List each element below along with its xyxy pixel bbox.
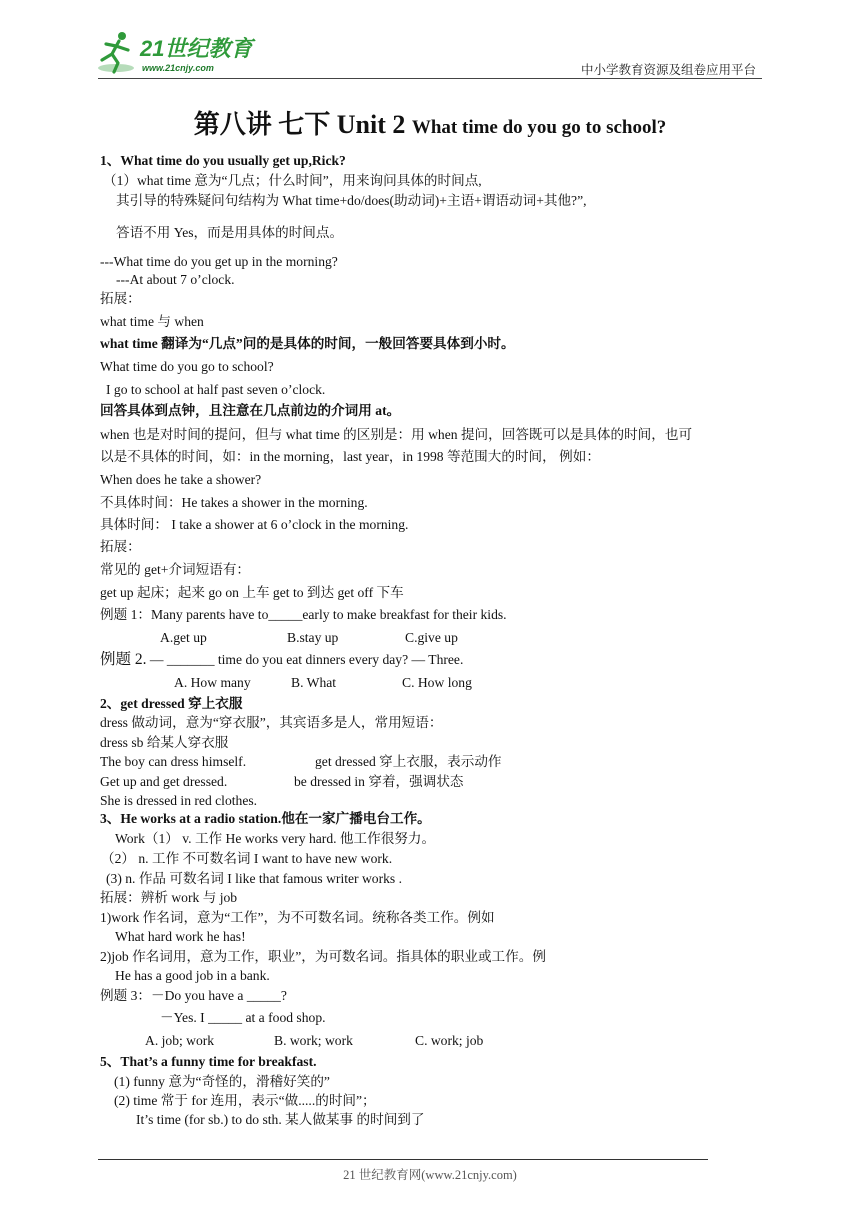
- text-line: It’s time (for sb.) to do sth. 某人做某事 的时间到了: [136, 1112, 425, 1127]
- example-sentence: Get up and get dressed.: [100, 774, 228, 789]
- example-sentence: The boy can dress himself.: [100, 754, 247, 769]
- page-title: [0, 104, 860, 141]
- text-line: （1）what time 意为“几点；什么时间”，用来询问具体的时间点,: [103, 173, 482, 188]
- exercise-2-question: — _______ time do you eat dinners every day? — Three.: [146, 652, 464, 667]
- text-line: 拓展：辨析 work 与 job: [100, 890, 238, 905]
- text-line: 拓展：: [100, 291, 141, 306]
- text-line: 答语不用 Yes，而是用具体的时间点。: [116, 225, 344, 240]
- header-tagline: 中小学教育资源及组卷应用平台: [580, 63, 756, 77]
- option-b: B.stay up: [287, 630, 339, 645]
- text-line: what time 与 when: [100, 314, 204, 329]
- text-line: 2)job 作名词用，意为工作，职业”，为可数名词。指具体的职业或工作。例: [100, 949, 546, 964]
- exercise-3: 例题 3：－Do you have a _____?: [100, 988, 287, 1003]
- text-line: Work（1） v. 工作 He works very hard. 他工作很努力。: [115, 831, 436, 846]
- text-line: I go to school at half past seven o’clock.: [106, 382, 326, 397]
- text-line: 具体时间： I take a shower at 6 o’clock in the morning.: [100, 517, 409, 532]
- option-c: C. How long: [402, 675, 472, 690]
- text-line: when 也是对时间的提问，但与 what time 的区别是：用 when 提问，回答既可以是具体的时间，也可: [100, 427, 693, 442]
- phrase-note: get dressed 穿上衣服，表示动作: [315, 754, 502, 769]
- text-line: (2) time 常于 for 连用，表示“做.....的时间”；: [114, 1093, 376, 1108]
- bold-note: 回答具体到点钟，且注意在几点前边的介词用 at。: [100, 403, 401, 418]
- text-line: She is dressed in red clothes.: [100, 793, 258, 808]
- text-line: dress 做动词，意为“穿衣服”，其宾语多是人，常用短语：: [100, 715, 443, 730]
- title-english: What time do you go to school?: [411, 117, 667, 138]
- text-line: [100, 773, 464, 791]
- text-line: (3) n. 作品 可数名词 I like that famous writer works .: [106, 871, 402, 886]
- option-c: C. work; job: [415, 1033, 484, 1048]
- option-a: A. job; work: [145, 1033, 215, 1048]
- section-5-heading: 5、That’s a funny time for breakfast.: [100, 1054, 317, 1069]
- section-2-heading: 2、get dressed 穿上衣服: [100, 696, 243, 711]
- exercise-2-label: 例题 2.: [100, 651, 147, 668]
- text-line: dress sb 给某人穿衣服: [100, 735, 229, 750]
- exercise-3-options: [145, 1032, 483, 1050]
- text-line: （2） n. 工作 不可数名词 I want to have new work.: [101, 851, 393, 866]
- exercise-3-reply: －Yes. I _____ at a food shop.: [160, 1010, 326, 1025]
- page-header: [0, 0, 860, 80]
- option-c: C.give up: [405, 630, 458, 645]
- text-line: 拓展：: [100, 539, 141, 554]
- exercise-2-options: [174, 674, 472, 692]
- text-line: (1) funny 意为“奇怪的，滑稽好笑的”: [114, 1074, 330, 1089]
- exercise-1-options: [160, 629, 458, 647]
- text-line: When does he take a shower?: [100, 472, 262, 487]
- text-line: 不具体时间：He takes a shower in the morning.: [100, 495, 368, 510]
- text-line: get up 起床；起来 go on 上车 get to 到达 get off 下车: [100, 585, 404, 600]
- example-question: ---What time do you get up in the morning?: [100, 254, 338, 269]
- text-line: He has a good job in a bank.: [115, 968, 270, 983]
- logo-url: www.21cnjy.com: [142, 63, 214, 73]
- footer-divider: [98, 1159, 708, 1160]
- site-logo: [92, 30, 262, 76]
- text-line: 常见的 get+介词短语有：: [100, 562, 251, 577]
- text-line: 以是不具体的时间，如：in the morning，last year，in 1998 等范围大的时间， 例如：: [100, 449, 600, 464]
- title-main: 第八讲 七下 Unit 2: [193, 110, 412, 139]
- header-divider: [98, 78, 762, 79]
- text-line: 1)work 作名词，意为“工作”，为不可数名词。统称各类工作。例如: [100, 910, 495, 925]
- example-answer: ---At about 7 o’clock.: [116, 272, 235, 287]
- option-a: A.get up: [160, 630, 207, 645]
- option-b: B. work; work: [274, 1033, 353, 1048]
- text-line: What time do you go to school?: [100, 359, 274, 374]
- logo-text: 21世纪教育: [140, 36, 253, 61]
- text-line: [100, 753, 502, 771]
- page-footer: 21 世纪教育网(www.21cnjy.com): [343, 1168, 517, 1182]
- section-1-heading: 1、What time do you usually get up,Rick?: [100, 153, 346, 168]
- text-line: 其引导的特殊疑问句结构为 What time+do/does(助动词)+主语+谓语动词+其他?”,: [116, 193, 587, 208]
- phrase-note: be dressed in 穿着，强调状态: [294, 774, 464, 789]
- section-3-heading: 3、He works at a radio station.他在一家广播电台工作。: [100, 811, 431, 826]
- exercise-1: 例题 1：Many parents have to_____early to make breakfast for their kids.: [100, 607, 507, 622]
- bold-note: what time 翻译为“几点”问的是具体的时间，一般回答要具体到小时。: [100, 336, 515, 351]
- text-line: What hard work he has!: [115, 929, 246, 944]
- option-b: B. What: [291, 675, 337, 690]
- option-a: A. How many: [174, 675, 251, 690]
- exercise-2: [100, 651, 463, 669]
